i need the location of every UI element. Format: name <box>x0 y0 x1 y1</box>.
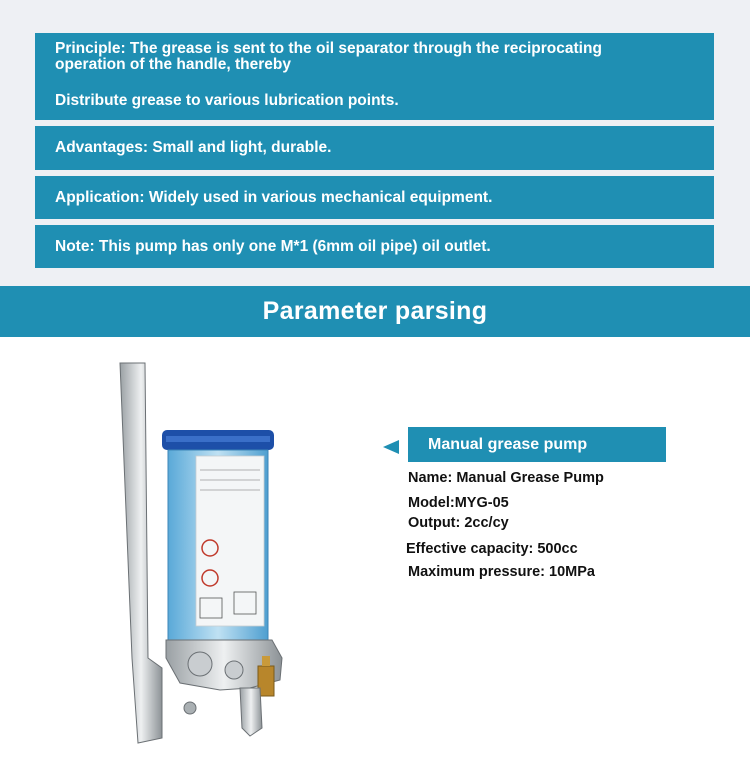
banner-title: Parameter parsing <box>262 297 488 325</box>
application-text: Application: Widely used in various mechanical equipment. <box>55 188 493 206</box>
parameter-banner <box>0 286 750 337</box>
product-label <box>408 427 666 462</box>
application-box <box>35 176 714 219</box>
spec-output: Output: 2cc/cy <box>408 515 509 531</box>
info-section <box>0 0 750 286</box>
principle-box <box>35 33 714 120</box>
spec-model: Model:MYG-05 <box>408 495 509 511</box>
advantages-box <box>35 126 714 170</box>
note-text: Note: This pump has only one M*1 (6mm oil pipe) oil outlet. <box>55 237 491 255</box>
product-label-text: Manual grease pump <box>428 435 588 453</box>
spec-capacity: Effective capacity: 500cc <box>406 541 578 557</box>
principle-text-continued: Distribute grease to various lubrication points. <box>55 92 399 109</box>
grease-pump-image <box>100 358 300 748</box>
spec-name: Name: Manual Grease Pump <box>408 470 604 486</box>
advantages-text: Advantages: Small and light, durable. <box>55 139 332 156</box>
note-box <box>35 225 714 268</box>
spec-pressure: Maximum pressure: 10MPa <box>408 564 595 580</box>
principle-text: Principle: The grease is sent to the oil separator through the reciprocating operation of the handle, thereby <box>55 40 602 73</box>
left-triangle-icon <box>383 440 399 454</box>
